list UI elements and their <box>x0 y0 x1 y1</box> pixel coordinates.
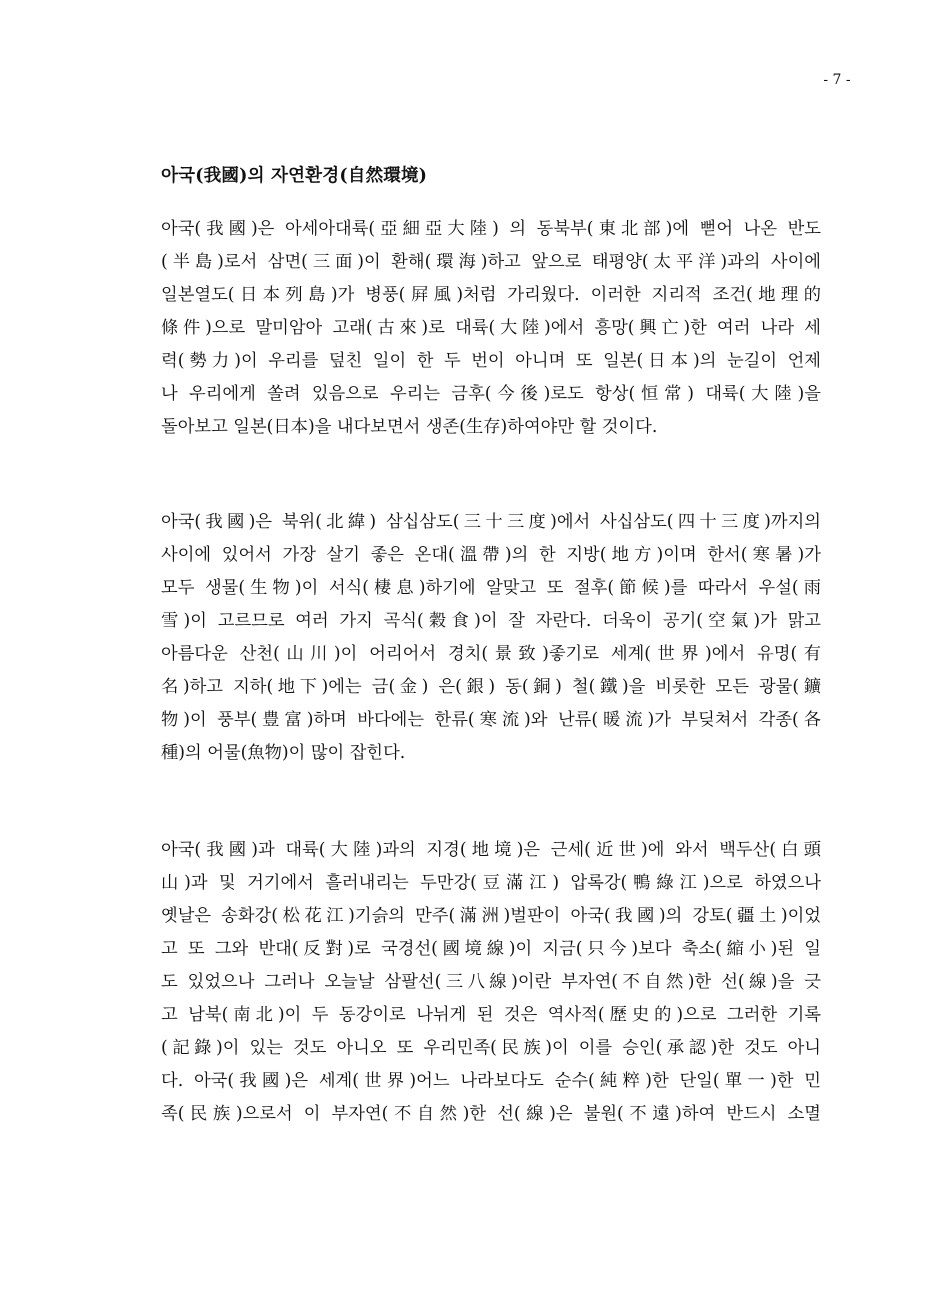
paragraph-line: 돌아보고 일본(日本)을 내다보면서 생존(生存)하여야만 할 것이다. <box>161 417 658 437</box>
paragraph-line: 나 우리에게 쏠려 있음으로 우리는 금후(今後)로도 항상(恒常) 대륙(大陸)을 <box>161 384 821 404</box>
paragraph-line: 옛날은 송화강(松花江)기슭의 만주(滿洲)벌판이 아국(我國)의 강토(疆土)이었 <box>161 906 821 926</box>
paragraph-line: 山)과 및 거기에서 흘러내리는 두만강(豆滿江) 압록강(鴨綠江)으로 하였으나 <box>161 873 821 893</box>
paragraph-line: 족(民族)으로서 이 부자연(不自然)한 선(線)은 불원(不遠)하여 반드시 소멸 <box>161 1104 821 1124</box>
paragraph-line: 일본열도(日本列島)가 병풍(屛風)처럼 가리웠다. 이러한 지리적 조건(地理的 <box>161 285 821 305</box>
paragraph <box>161 834 821 1131</box>
paragraph-line: 種)의 어물(魚物)이 많이 잡힌다. <box>161 743 406 763</box>
paragraph <box>161 506 821 770</box>
paragraph-line: 아국(我國)은 아세아대륙(亞細亞大陸) 의 동북부(東北部)에 뻗어 나온 반도 <box>161 219 821 239</box>
paragraph-line: 名)하고 지하(地下)에는 금(金) 은(銀) 동(銅) 철(鐵)을 비롯한 모든 광물(鑛 <box>161 677 821 697</box>
paragraph-line: (記錄)이 있는 것도 아니오 또 우리민족(民族)이 이를 승인(承認)한 것도 아니 <box>161 1038 821 1058</box>
paragraph-line: 고 남북(南北)이 두 동강이로 나뉘게 된 것은 역사적(歷史的)으로 그러한 기록 <box>161 1005 821 1025</box>
paragraph-line: 도 있었으나 그러나 오늘날 삼팔선(三八線)이란 부자연(不自然)한 선(線)을 긋 <box>161 972 821 992</box>
page-title: 아국(我國)의 자연환경(自然環境) <box>161 166 428 186</box>
paragraph-line: 物)이 풍부(豊富)하며 바다에는 한류(寒流)와 난류(暖流)가 부딪쳐서 각종(各 <box>161 710 821 730</box>
paragraph-line: 雪)이 고르므로 여러 가지 곡식(穀食)이 잘 자란다. 더욱이 공기(空氣)가 맑고 <box>161 611 821 631</box>
paragraph-line: 모두 생물(生物)이 서식(棲息)하기에 알맞고 또 절후(節候)를 따라서 우설(雨 <box>161 578 821 598</box>
paragraph-line: 고 또 그와 반대(反對)로 국경선(國境線)이 지금(只今)보다 축소(縮小)된 일 <box>161 939 821 959</box>
paragraph-line: 아국(我國)과 대륙(大陸)과의 지경(地境)은 근세(近世)에 와서 백두산(白頭 <box>161 840 821 860</box>
paragraph-line: 아국(我國)은 북위(北緯) 삼십삼도(三十三度)에서 사십삼도(四十三度)까지의 <box>161 512 821 532</box>
page-number: - 7 - <box>823 72 851 88</box>
paragraph-line: 력(勢力)이 우리를 덮친 일이 한 두 번이 아니며 또 일본(日本)의 눈길이 언제 <box>161 351 821 371</box>
paragraph-line: 사이에 있어서 가장 살기 좋은 온대(溫帶)의 한 지방(地方)이며 한서(寒暑)가 <box>161 545 821 565</box>
paragraph <box>161 213 821 444</box>
paragraph-line: (半島)로서 삼면(三面)이 환해(環海)하고 앞으로 태평양(太平洋)과의 사이에 <box>161 252 821 272</box>
paragraph-line: 다. 아국(我國)은 세계(世界)어느 나라보다도 순수(純粹)한 단일(單一)한 민 <box>161 1071 821 1091</box>
paragraph-line: 아름다운 산천(山川)이 어리어서 경치(景致)좋기로 세계(世界)에서 유명(有 <box>161 644 821 664</box>
paragraph-line: 條件)으로 말미암아 고래(古來)로 대륙(大陸)에서 흥망(興亡)한 여러 나라 세 <box>161 318 821 338</box>
